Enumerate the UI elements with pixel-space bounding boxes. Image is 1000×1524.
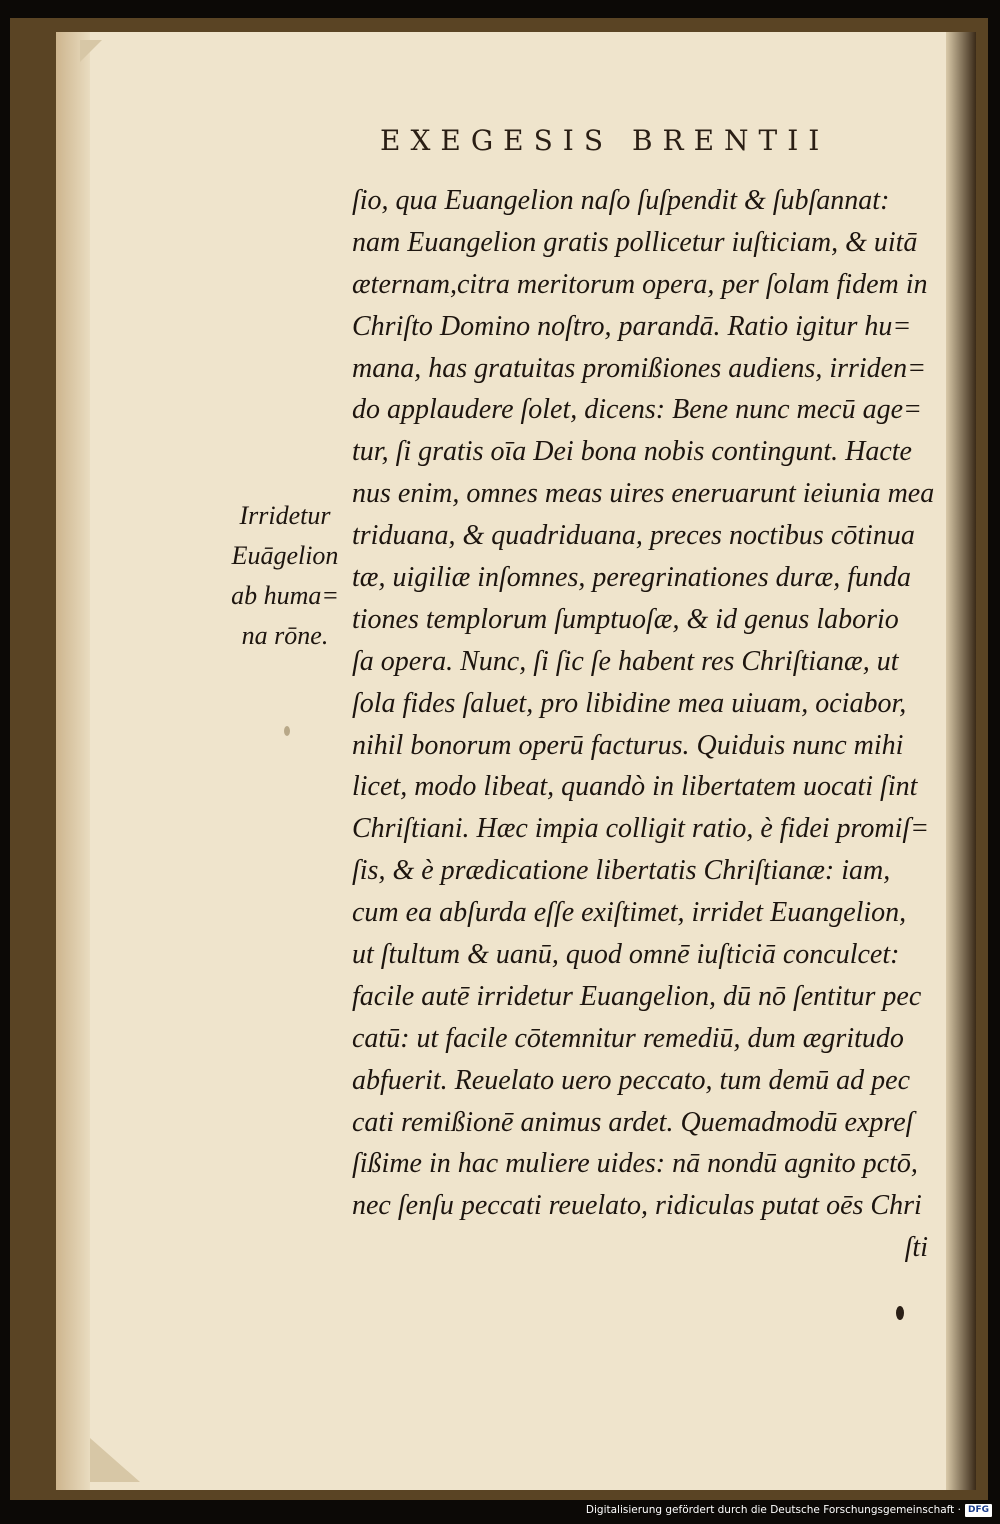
text-line: facile autē irridetur Euangelion, dū nō ſentitur pec [352, 980, 922, 1012]
text-line: licet, modo libeat, quandò in libertatem uocati ſint [352, 771, 918, 803]
running-head: EXEGESIS BRENTII [380, 124, 830, 157]
funding-credit: Digitalisierung gefördert durch die Deutsche Forschungsgemeinschaft · [585, 1504, 961, 1516]
text-line: triduana, & quadriduana, preces noctibus cōtinua [352, 520, 915, 552]
text-line: ut ſtultum & uanū, quod omnē iuſticiā conculcet: [352, 939, 900, 971]
text-line: nam Euangelion gratis pollicetur iuſticiam, & uitā [352, 226, 918, 258]
ink-spot [896, 1306, 904, 1320]
text-line: cati remißionē animus ardet. Quemadmodū expreſ [352, 1106, 914, 1138]
text-line: do applaudere ſolet, dicens: Bene nunc mecū age= [352, 394, 922, 426]
text-line: ſa opera. Nunc, ſi ſic ſe habent res Chriſtianæ, ut [352, 645, 899, 677]
text-line: Chriſto Domino noſtro, parandā. Ratio igitur hu= [352, 310, 912, 342]
text-line: catū: ut facile cōtemnitur remediū, dum ægritudo [352, 1022, 904, 1054]
paper-speck [284, 726, 290, 736]
page-corner-fold-top [80, 40, 102, 62]
marginal-note [220, 496, 350, 656]
text-line: ſis, & è prædicatione libertatis Chriſtianæ: iam, [352, 855, 891, 887]
text-line: tiones templorum ſumptuoſæ, & id genus laborio [352, 603, 899, 635]
text-line: cum ea abſurda eſſe exiſtimet, irridet Euangelion, [352, 897, 907, 929]
text-line: ſti [904, 1232, 928, 1264]
body-text [352, 180, 970, 1269]
text-line: nus enim, omnes meas uires eneruarunt ieiunia mea [352, 478, 935, 510]
text-line: ſio, qua Euangelion naſo ſuſpendit & ſubſannat: [352, 185, 890, 216]
text-line: nec ſenſu peccati reuelato, ridiculas putat oēs Chri [352, 1190, 922, 1222]
marginal-note-line: Irridetur [239, 501, 331, 530]
text-line: ſola fides ſaluet, pro libidine mea uiuam, ociabor, [352, 687, 907, 719]
text-line: abfuerit. Reuelato uero peccato, tum demū ad pec [352, 1064, 911, 1096]
text-line: ſißime in hac muliere uides: nā nondū agnito pctō, [352, 1148, 918, 1180]
marginal-note-line: Euāgelion [231, 541, 339, 570]
text-line: Chriſtiani. Hæc impia colligit ratio, è fidei promiſ= [352, 813, 930, 845]
digitization-footer [586, 1502, 992, 1518]
marginal-note-line: na rōne. [241, 621, 329, 650]
page-corner-fold-bottom [90, 1438, 140, 1482]
marginal-note-line: ab huma= [231, 581, 339, 610]
dfg-logo: DFG [965, 1504, 992, 1517]
text-line: æternam,citra meritorum opera, per ſolam fidem in [352, 268, 928, 300]
text-line: tæ, uigiliæ inſomnes, peregrinationes duræ, funda [352, 562, 911, 594]
text-line: mana, has gratuitas promißiones audiens, irriden= [352, 352, 926, 384]
text-line: tur, ſi gratis oīa Dei bona nobis contingunt. Hacte [352, 436, 912, 468]
text-line: nihil bonorum operū facturus. Quiduis nunc mihi [352, 729, 904, 761]
